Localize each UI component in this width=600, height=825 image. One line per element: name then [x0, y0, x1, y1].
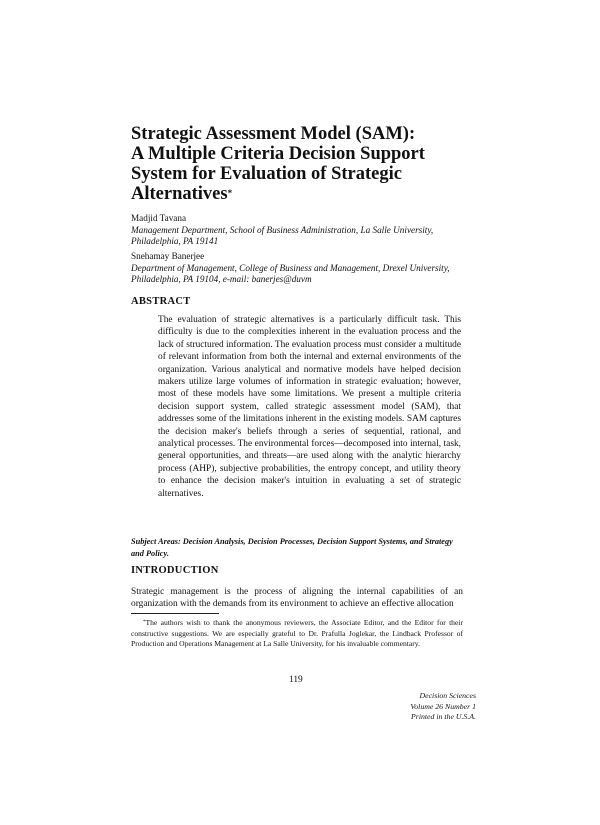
paper-title: [131, 124, 471, 204]
journal-name: Decision Sciences: [419, 691, 476, 700]
author-affiliation-city: Philadelphia, PA 19141: [131, 236, 219, 246]
journal-info: [396, 691, 476, 723]
introduction-text: Strategic management is the process of aligning the internal capabilities of an organization with the demands from its environment to achieve an effective allocation: [131, 587, 463, 610]
journal-printed: Printed in the U.S.A.: [411, 712, 476, 721]
author-name: Snehamay Banerjee: [131, 251, 205, 261]
author-affiliation: Management Department, School of Business Administration, La Salle University,: [131, 224, 434, 235]
author-name: Madjid Tavana: [131, 213, 187, 223]
author-block-2: [131, 251, 511, 286]
page-number: 119: [289, 675, 303, 685]
footnote-marker: *: [143, 620, 146, 625]
subject-areas: Subject Areas: Decision Analysis, Decision Processes, Decision Support Systems, and Strategy and Policy.: [131, 537, 453, 558]
abstract-text: The evaluation of strategic alternatives is a particularly difficult task. This difficulty is due to the complexities inherent in the evaluation process and the lack of structured information. The evaluation process must consider a multitude of relevant information from both the internal and external environments of the organization. Various analytical and normative models have helped decision makers utilize large volumes of information in strategic evaluation; however, most of these models have some limitations. We present a multiple criteria decision support system, called strategic assessment model (SAM), that addresses some of the limitations inherent in the existing models. SAM captures the decision maker's beliefs through a series of sequential, rational, and analytical processes. The environmental forces—decomposed into internal, task, general opportunities, and threats—are used along with the analytic hierarchy process (AHP), subjective probabilities, the entropy concept, and utility theory to enhance the decision maker's intuition in evaluating a set of strategic alternatives.: [158, 315, 461, 499]
footnote-divider: [131, 613, 219, 614]
abstract-heading: ABSTRACT: [131, 296, 191, 307]
author-affiliation: Department of Management, College of Business and Management, Drexel University,: [131, 262, 450, 273]
title-line-2: A Multiple Criteria Decision Support: [131, 144, 425, 164]
introduction-heading: INTRODUCTION: [131, 565, 219, 576]
journal-volume: Volume 26 Number 1: [410, 701, 476, 711]
author-block-1: [131, 213, 511, 248]
title-line-4: Alternatives: [131, 184, 228, 204]
footnote-text: The authors wish to thank the anonymous reviewers, the Associate Editor, and the Editor for their constructive suggestions. We are especially grateful to Dr. Prafulla Joglekar, the Lindback Professor of Production and Operations Management at La Salle University, for his invaluable commentary.: [131, 618, 463, 649]
author-affiliation-city: Philadelphia, PA 19104, e-mail: banerjes@duvm: [131, 274, 312, 284]
title-line-3: System for Evaluation of Strategic: [131, 164, 402, 184]
title-line-1: Strategic Assessment Model (SAM):: [131, 124, 416, 144]
title-footnote-marker: *: [227, 188, 233, 198]
footnote: [131, 618, 463, 650]
